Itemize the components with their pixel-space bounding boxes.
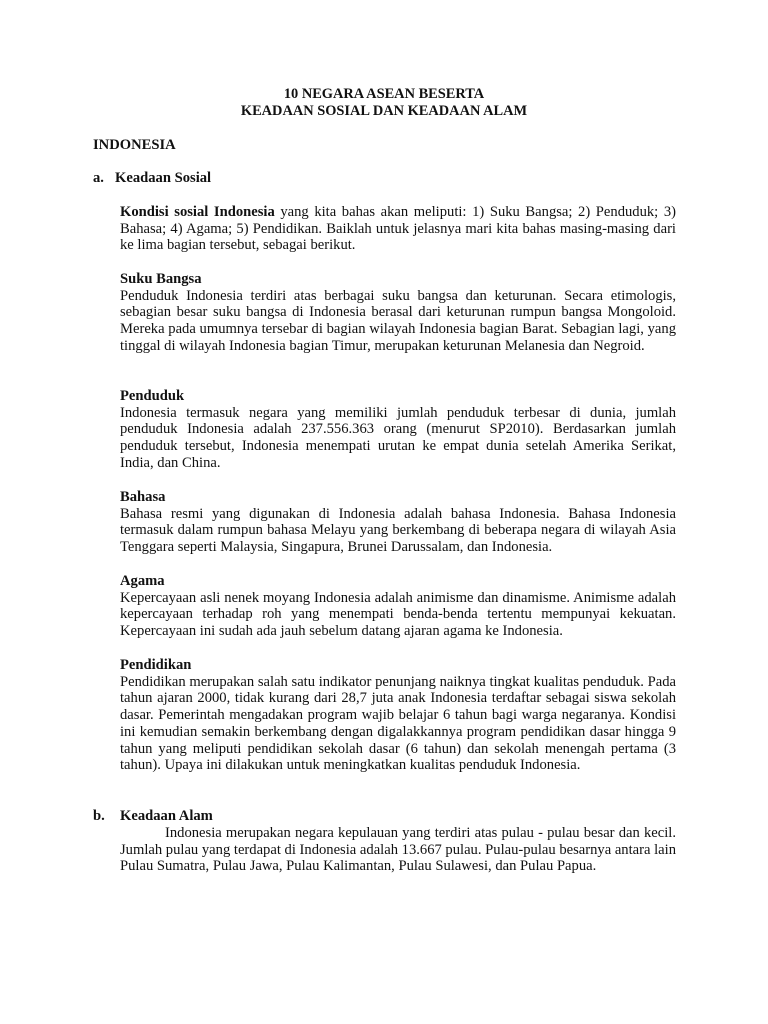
intro-bold-text: Kondisi sosial Indonesia [120,204,275,220]
keadaan-alam-text: Indonesia merupakan negara kepulauan yang terdiri atas pulau - pulau besar dan kecil. Jumlah pulau yang terdapat di Indonesia adalah 13.667 pulau. Pulau-pulau besarnya antara lain Pulau Sumatra, Pulau Jawa, Pulau Kalimantan, Pulau Sulawesi, dan Pulau Papua. [120,825,677,875]
section-b-letter: b. [93,808,105,824]
suku-bangsa-text: Penduduk Indonesia terdiri atas berbagai suku bangsa dan keturunan. Secara etimologis, sebagian besar suku bangsa di Indonesia berasal dari keturunan rumpun bangsa Mongoloid. Mereka pada umumnya tersebar di bagian wilayah Indonesia bagian Barat. Sebagian lagi, yang tinggal di wilayah Indonesia bagian Timur, merupakan keturunan Melanesia dan Negroid. [120,287,676,354]
bahasa-heading: Bahasa [120,489,166,505]
bahasa-text: Bahasa resmi yang digunakan di Indonesia adalah bahasa Indonesia. Bahasa Indonesia termasuk dalam rumpun bahasa Melayu yang berkembang di beberapa negara di wilayah Asia Tenggara seperti Malaysia, Singapura, Brunei Darussalam, dan Indonesia. [120,505,676,556]
title-line-1: 10 NEGARA ASEAN BESERTA [283,86,485,102]
pendidikan-heading: Pendidikan [120,657,192,673]
section-b-heading [93,808,213,825]
suku-bangsa-block [120,271,676,355]
penduduk-heading: Penduduk [120,388,185,404]
penduduk-text: Indonesia termasuk negara yang memiliki jumlah penduduk terbesar di dunia, jumlah penduduk Indonesia adalah 237.556.363 orang (menurut SP2010). Berdasarkan jumlah penduduk tersebut, Indonesia menempati urutan ke empat dunia setelah Amerika Serikat, India, dan China. [120,404,676,471]
intro-paragraph-block [120,204,676,254]
section-a-letter: a. [93,170,104,186]
pendidikan-block [120,657,676,774]
pendidikan-text: Pendidikan merupakan salah satu indikator penunjang naiknya tingkat kualitas penduduk. Pada tahun ajaran 2000, tidak kurang dari 28,7 juta anak Indonesia terdaftar sebagai siswa sekolah dasar. Pemerintah mengadakan program wajib belajar 6 tahun bagi warga negaranya. Kondisi ini kemudian semakin berkembang dengan digalakkannya program pendidikan dasar hingga 9 tahun yang meliputi pendidikan sekolah dasar (6 tahun) dan sekolah menengah pertama (3 tahun). Upaya ini dilakukan untuk meningkatkan kualitas penduduk Indonesia. [120,673,676,774]
intro-text: yang kita bahas akan meliputi: 1) Suku Bangsa; 2) Penduduk; 3) Bahasa; 4) Agama; 5) Pendidikan. Baiklah untuk jelasnya mari kita bahas masing-masing dari ke lima bagian tersebut, sebagai berikut. [120,204,676,254]
agama-heading: Agama [120,573,165,589]
document-title [0,86,768,119]
suku-bangsa-heading: Suku Bangsa [120,271,202,287]
section-a-title: Keadaan Sosial [115,170,212,186]
section-b-title: Keadaan Alam [120,808,213,824]
agama-block [120,573,676,640]
agama-text: Kepercayaan asli nenek moyang Indonesia adalah animisme dan dinamisme. Animisme adalah kepercayaan terhadap roh yang menempati benda-benda tertentu mempunyai kekuatan. Kepercayaan ini sudah ada jauh sebelum datang ajaran agama ke Indonesia. [120,589,676,640]
keadaan-alam-block [120,825,676,875]
bahasa-block [120,489,676,556]
title-line-2: KEADAAN SOSIAL DAN KEADAAN ALAM [240,102,528,119]
country-heading: INDONESIA [93,137,176,153]
section-a-heading [93,170,211,187]
penduduk-block [120,388,676,472]
intro-paragraph [120,204,676,254]
